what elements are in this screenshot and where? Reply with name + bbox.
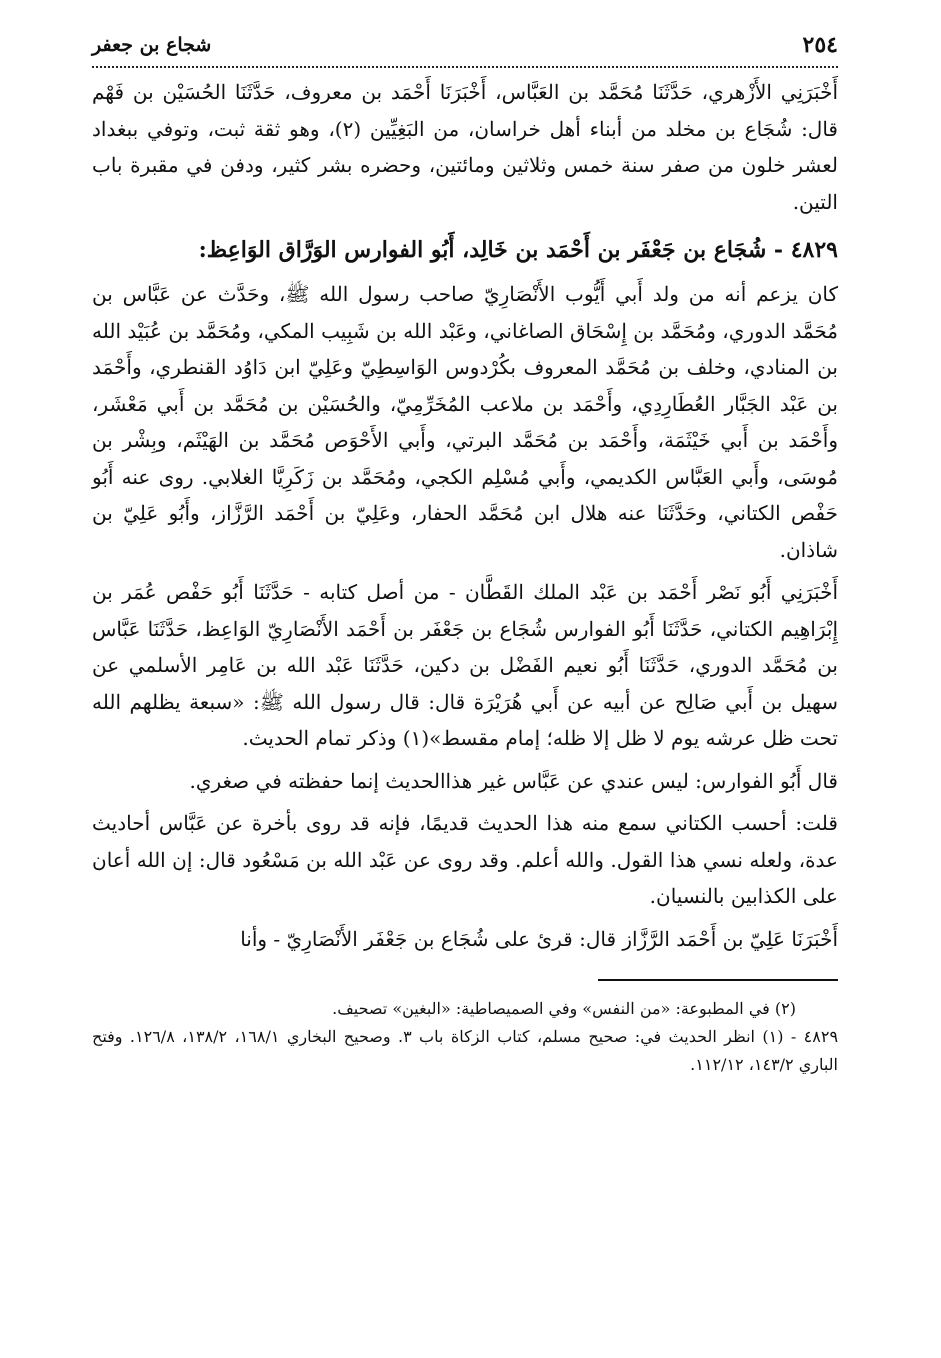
paragraph-hadith-narration: أَخْبَرَنِي أَبُو نَصْر أَحْمَد بن عَبْد الملك القَطَّان - من أصل كتابه - حَدَّثَنَا أَبُو حَفْص عُمَر بن إِبْرَاهِيم الكتاني، حَدَّثَنَا أَبُو الفوارس شُجَاع بن جَعْفَر بن أَحْمَد الأَنْصَارِيّ الوَاعِظ، حَدَّثَنَا عَبَّاس بن مُحَمَّد الدوري، حَدَّثَنَا أَبُو نعيم الفَضْل بن دكين، حَدَّثَنَا عَبْد الله بن عَامِر الأسلمي عن سهيل بن أَبي صَالِح عن أبيه عن أَبي هُرَيْرَة قال: قال رسول الله ﷺ: «سبعة يظلهم الله تحت ظل عرشه يوم لا ظل إلا ظله؛ إمام مقسط»(١) وذكر تمام الحديث. [92,580,838,750]
paragraph-continuation: أَخْبَرَنَا عَلِيّ بن أَحْمَد الرَّزَّاز قال: قرئ على شُجَاع بن جَعْفَر الأَنْصَارِيّ - وأنا [240,926,838,951]
footnote-2: (٢) في المطبوعة: «من النفس» وفي الصميصاطية: «البغين» تصحيف. [332,999,796,1018]
paragraph-abu-alfawaris-quote: قال أَبُو الفوارس: ليس عندي عن عَبَّاس غير هذاالحديث إنما حفظته في صغري. [189,768,838,793]
running-header [92,28,838,68]
footnote-4829-1: ٤٨٢٩ - (١) انظر الحديث في: صحيح مسلم، كتاب الزكاة باب ٣. وصحيح البخاري ١٦٨/١، ١٣٨/٢، ١٢٦/٨. وفتح الباري ١٤٣/٢، ١١٢/١٢. [92,1027,839,1074]
footnotes-section [92,995,838,1079]
footnote-divider [598,979,838,981]
entry-heading-4829: ٤٨٢٩ - شُجَاع بن جَعْفَر بن أَحْمَد بن خَالِد، أَبُو الفوارس الوَرَّاق الوَاعِظ: [198,237,838,263]
paragraph-author-comment: قلت: أحسب الكتاني سمع منه هذا الحديث قديمًا، فإنه قد روى بأخرة عن عَبَّاس أحاديث عدة، ولعله نسي هذا القول. والله أعلم. وقد روى عن عَبْد الله بن مَسْعُود قال: إن الله أعان على الكذابين بالنسيان. [92,811,838,908]
document-page [92,28,838,1079]
paragraph-shujaa-ibn-makhlad: أَخْبَرَنِي الأَزْهري، حَدَّثَنَا مُحَمَّد بن العَبَّاس، أَخْبَرَنَا أَحْمَد بن معروف، حَدَّثَنَا الحُسَيْن بن فَهْم قال: شُجَاع بن مخلد من أبناء أهل خراسان، من البَغِيِّين (٢)، وهو ثقة ثبت، وتوفي ببغداد لعشر خلون من صفر سنة خمس وثلاثين ومائتين، وحضره بشر كثير، ودفن في مقبرة باب التين. [92,80,838,214]
running-title: شجاع بن جعفر [92,34,212,56]
page-number: ٢٥٤ [802,32,838,58]
paragraph-biography: كان يزعم أنه من ولد أَبي أَيُّوب الأَنْصَارِيّ صاحب رسول الله ﷺ، وحَدَّث عن عَبَّاس بن مُحَمَّد الدوري، ومُحَمَّد بن إِسْحَاق الصاغاني، وعَبْد الله بن شَبِيب المكي، ومُحَمَّد بن عُبَيْد الله بن المنادي، وخلف بن مُحَمَّد المعروف بكُرْدوس الوَاسِطِيّ وعَلِيّ ابن دَاوُد القنطري، وأَحْمَد بن عَبْد الجَبَّار العُطَارِدِي، وأَحْمَد بن ملاعب المُخَرِّمِيّ، والحُسَيْن بن مُحَمَّد بن أَبي مَعْشَر، وأَحْمَد بن أَبي خَيْثَمَة، وأَحْمَد بن مُحَمَّد البرتي، وأَبي الأَحْوَص مُحَمَّد بن الهَيْثَم، وبِشْر بن مُوسَى، وأَبي العَبَّاس الكديمي، وأَبي مُسْلِم الكجي، ومُحَمَّد بن زَكَرِيَّا الغلابي. روى عنه أَبُو حَفْص الكتاني، وحَدَّثَنَا عنه هلال ابن مُحَمَّد الحفار، وعَلِيّ بن أَحْمَد الرَّزَّاز، وأَبُو عَلِيّ بن شاذان. [92,282,838,562]
